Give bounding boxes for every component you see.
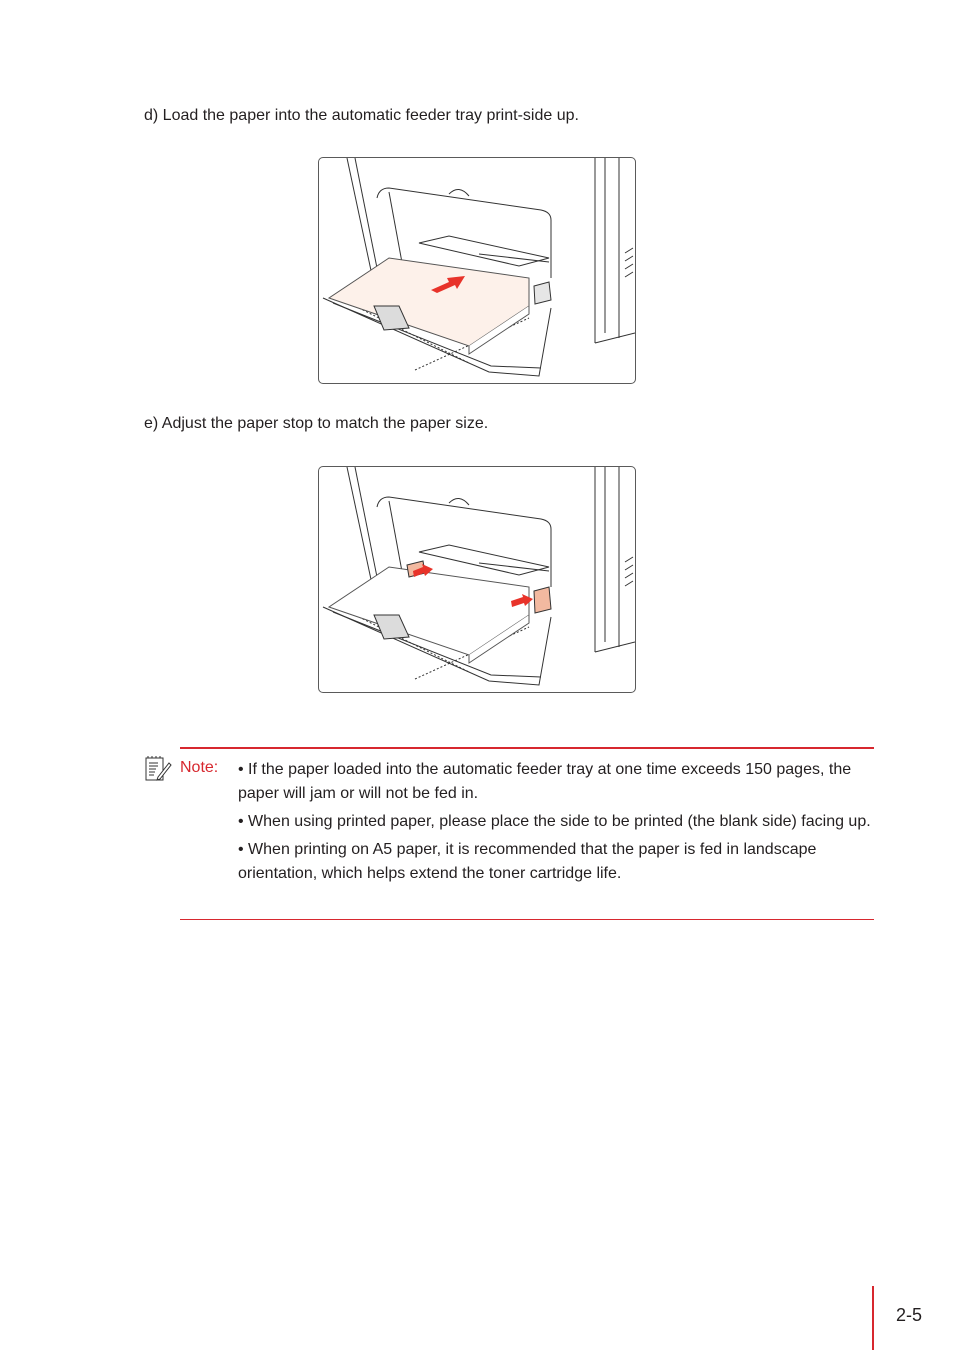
page-number-bar [872, 1286, 874, 1350]
note-item: • When using printed paper, please place the side to be printed (the blank side) facing up. [238, 813, 871, 830]
note-item: • If the paper loaded into the automatic feeder tray at one time exceeds 150 pages, the paper will jam or will not be fed in. [238, 761, 852, 802]
note-label: Note: [180, 759, 219, 776]
note-item: • When printing on A5 paper, it is recommended that the paper is fed in landscape orientation, which helps extend the toner cartridge life. [238, 841, 817, 882]
printer-illustration-2 [319, 467, 635, 692]
note-body [238, 758, 878, 890]
step-d-text: d) Load the paper into the automatic feeder tray print-side up. [144, 107, 579, 124]
note-pencil-icon [144, 755, 172, 783]
note-bottom-rule [180, 919, 874, 920]
paper-stack [329, 258, 529, 354]
step-e-text: e) Adjust the paper stop to match the paper size. [144, 415, 489, 432]
note-top-rule [180, 747, 874, 749]
figure-load-paper [318, 157, 636, 384]
figure-adjust-paper-stop [318, 466, 636, 693]
paper-stop [534, 282, 551, 304]
page-number: 2-5 [896, 1305, 923, 1325]
paper-stop-highlight [534, 587, 551, 613]
paper-stack-2 [329, 567, 529, 663]
printer-illustration [319, 158, 635, 383]
